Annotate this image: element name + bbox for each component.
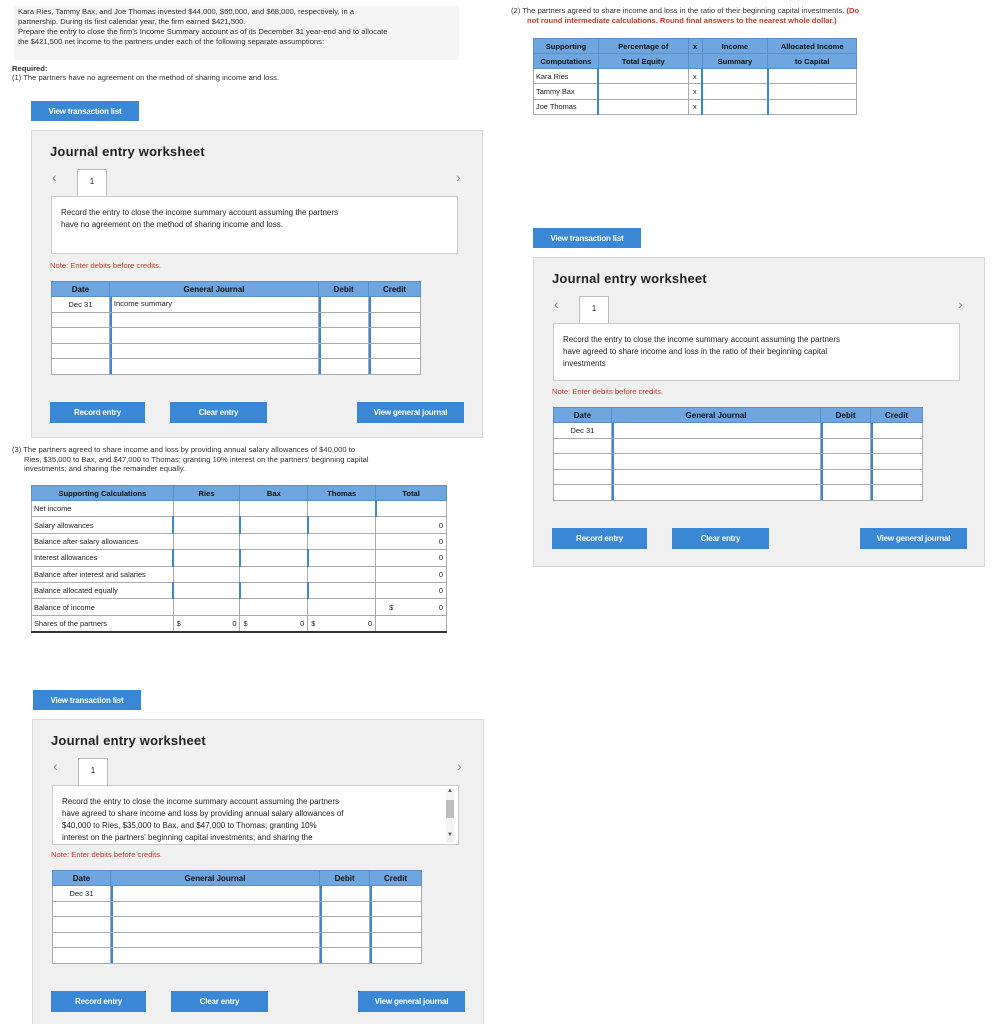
ries-share: $ 0: [173, 615, 240, 631]
credit-input[interactable]: [369, 312, 421, 328]
bax-header: Bax: [240, 486, 308, 501]
ries-interest-input[interactable]: [173, 550, 240, 566]
credit-input[interactable]: [370, 948, 422, 964]
credit-input[interactable]: [871, 485, 923, 501]
x-header: x: [688, 39, 702, 54]
allocated-income-input[interactable]: [768, 69, 857, 84]
account-input[interactable]: [110, 948, 319, 964]
clear-entry-button[interactable]: Clear entry: [171, 991, 268, 1012]
credit-header: Credit: [369, 282, 421, 297]
debit-input[interactable]: [320, 901, 370, 917]
req3-line: Ries, $35,000 to Bax, and $47,000 to Thomas; granting 10% interest on the partners' beginning capital: [24, 454, 369, 464]
thomas-header: Thomas: [308, 486, 376, 501]
multiply-sign: x: [688, 84, 702, 99]
row-label: Balance after interest and salaries: [32, 566, 174, 582]
account-input[interactable]: [109, 312, 318, 328]
credit-input[interactable]: [871, 469, 923, 485]
page-tab-1[interactable]: 1: [77, 169, 107, 197]
credit-input[interactable]: [370, 901, 422, 917]
percentage-input[interactable]: [598, 69, 688, 84]
debit-input[interactable]: [821, 438, 871, 454]
worksheet-title: Journal entry worksheet: [51, 733, 206, 748]
allocated-header: Allocated Income: [768, 39, 857, 54]
scroll-down-icon[interactable]: ▼: [447, 832, 453, 838]
allocated-income-input[interactable]: [768, 84, 857, 99]
date-cell: [52, 359, 110, 375]
supporting-header-2: Computations: [534, 54, 599, 69]
problem-statement: [14, 6, 459, 60]
page-tab-1[interactable]: 1: [579, 296, 609, 324]
instruction-line: Record the entry to close the income summary account assuming the partners: [62, 797, 340, 806]
credit-input[interactable]: [370, 886, 422, 902]
debit-input[interactable]: [320, 886, 370, 902]
credit-input[interactable]: [369, 359, 421, 375]
prev-arrow-icon[interactable]: ‹: [554, 296, 559, 312]
note-text: Note: Enter debits before credits.: [51, 850, 163, 859]
bax-allocated-input[interactable]: [240, 582, 308, 598]
credit-input[interactable]: [871, 438, 923, 454]
thomas-salary-input[interactable]: [308, 517, 376, 533]
table-row: [32, 599, 447, 615]
table-row: [534, 99, 857, 114]
table-row: [53, 917, 422, 933]
view-general-journal-button[interactable]: View general journal: [358, 991, 465, 1012]
requirement-3: [12, 445, 452, 474]
allocation-table: [533, 38, 857, 115]
row-label: Interest allowances: [32, 550, 174, 566]
debit-input[interactable]: [319, 328, 369, 344]
table-row: [32, 501, 447, 517]
instruction-box: [51, 196, 458, 254]
account-value[interactable]: Income summary: [110, 297, 318, 312]
view-transaction-list-button[interactable]: View transaction list: [533, 228, 641, 248]
supporting-header: Supporting: [534, 39, 599, 54]
instruction-line: have no agreement on the method of sharing income and loss.: [61, 220, 283, 229]
journal-header: General Journal: [110, 871, 319, 886]
journal-table: [553, 407, 923, 501]
debit-header: Debit: [320, 871, 370, 886]
instruction-line: Record the entry to close the income summary account assuming the partners: [563, 335, 841, 344]
instruction-line: have agreed to share income and loss by providing annual salary allowances of: [62, 809, 344, 818]
instruction-line: investments: [563, 359, 606, 368]
req3-line: investments; and sharing the remainder equally.: [24, 464, 186, 474]
date-cell: [554, 454, 612, 470]
table-row: [53, 886, 422, 902]
row-label: Balance of income: [32, 599, 174, 615]
credit-input[interactable]: [369, 328, 421, 344]
date-cell: [52, 312, 110, 328]
table-row: [32, 533, 447, 549]
page-tab-1[interactable]: 1: [78, 758, 108, 786]
supporting-calculations-table: [31, 485, 447, 633]
view-general-journal-button[interactable]: View general journal: [860, 528, 967, 549]
income-header-2: Summary: [702, 54, 768, 69]
date-cell: [53, 901, 111, 917]
instruction-line: Record the entry to close the income summary account assuming the partners: [61, 208, 339, 217]
table-row: [32, 615, 447, 631]
date-cell: Dec 31: [554, 423, 612, 439]
supporting-header: Supporting Calculations: [32, 486, 174, 501]
thomas-share: $ 0: [308, 615, 376, 631]
account-input[interactable]: [611, 438, 820, 454]
account-input[interactable]: [109, 328, 318, 344]
debit-input[interactable]: [821, 485, 871, 501]
view-transaction-list-button[interactable]: View transaction list: [33, 690, 141, 710]
required-label: Required:: [12, 64, 48, 73]
date-cell: Dec 31: [52, 297, 110, 313]
row-label: Net income: [32, 501, 174, 517]
clear-entry-button[interactable]: Clear entry: [170, 402, 267, 423]
ries-salary-input[interactable]: [173, 517, 240, 533]
account-input[interactable]: [110, 901, 319, 917]
debit-input[interactable]: [821, 423, 871, 439]
table-row: [32, 517, 447, 533]
table-row: [554, 485, 923, 501]
ries-header: Ries: [173, 486, 240, 501]
partner-name: Tammy Bax: [534, 84, 599, 99]
credit-input[interactable]: [871, 423, 923, 439]
table-row: [32, 566, 447, 582]
worksheet-title: Journal entry worksheet: [552, 271, 707, 286]
req2-line: (2) The partners agreed to share income and loss in the ratio of their beginning capital investments.: [511, 6, 845, 15]
date-cell: [53, 932, 111, 948]
table-row: [554, 423, 923, 439]
thomas-interest-input[interactable]: [308, 550, 376, 566]
view-transaction-list-button[interactable]: View transaction list: [31, 101, 139, 121]
date-header: Date: [53, 871, 111, 886]
ries-allocated-input[interactable]: [173, 582, 240, 598]
table-row: [534, 69, 857, 84]
row-label: Balance allocated equally: [32, 582, 174, 598]
date-cell: Dec 31: [53, 886, 111, 902]
next-arrow-icon[interactable]: ›: [456, 169, 461, 185]
total-header: Total: [376, 486, 447, 501]
partner-name: Kara Ries: [534, 69, 599, 84]
debit-header: Debit: [319, 282, 369, 297]
table-row: [52, 328, 421, 344]
instruction-line: have agreed to share income and loss in the ratio of their beginning capital: [563, 347, 828, 356]
record-entry-button[interactable]: Record entry: [50, 402, 145, 423]
percentage-input[interactable]: [598, 84, 688, 99]
allocated-income-input[interactable]: [768, 99, 857, 114]
balance-total: $ 0: [376, 599, 447, 615]
clear-entry-button[interactable]: Clear entry: [672, 528, 769, 549]
percentage-header: Percentage of: [598, 39, 688, 54]
note-text: Note: Enter debits before credits.: [50, 261, 162, 270]
problem-line: Kara Ries, Tammy Bax, and Joe Thomas invested $44,000, $60,000, and $68,000, respectively, in a: [18, 7, 355, 16]
bax-interest-input[interactable]: [240, 550, 308, 566]
date-cell: [53, 917, 111, 933]
credit-header: Credit: [370, 871, 422, 886]
debit-header: Debit: [821, 408, 871, 423]
requirement-1: (1) The partners have no agreement on the method of sharing income and loss.: [12, 73, 280, 82]
row-label: Salary allowances: [32, 517, 174, 533]
journal-table: [51, 281, 421, 375]
debit-input[interactable]: [320, 917, 370, 933]
note-text: Note: Enter debits before credits.: [552, 387, 664, 396]
partner-name: Joe Thomas: [534, 99, 599, 114]
credit-input[interactable]: [369, 343, 421, 359]
credit-input[interactable]: [871, 454, 923, 470]
credit-input[interactable]: [370, 932, 422, 948]
scroll-up-icon[interactable]: ▲: [447, 788, 453, 794]
account-input[interactable]: [110, 886, 319, 902]
net-income-total-input[interactable]: [376, 501, 447, 517]
account-input[interactable]: [611, 423, 820, 439]
journal-table: [52, 870, 422, 964]
total-value: 0: [376, 582, 447, 598]
date-cell: [52, 343, 110, 359]
percentage-header-2: Total Equity: [598, 54, 688, 69]
table-row: [32, 582, 447, 598]
debit-input[interactable]: [319, 343, 369, 359]
thomas-allocated-input[interactable]: [308, 582, 376, 598]
total-value: 0: [376, 533, 447, 549]
account-input[interactable]: [611, 485, 820, 501]
total-value: 0: [376, 517, 447, 533]
journal-header: General Journal: [109, 282, 318, 297]
table-row: [52, 297, 421, 313]
requirement-2: [511, 6, 981, 25]
table-row: [554, 454, 923, 470]
debit-input[interactable]: [821, 469, 871, 485]
table-row: [53, 948, 422, 964]
worksheet-title: Journal entry worksheet: [50, 144, 205, 159]
credit-input[interactable]: [369, 297, 421, 313]
table-row: [554, 438, 923, 454]
problem-line: Prepare the entry to close the firm's Income Summary account as of its December 31 year-end and to allocate: [18, 27, 388, 36]
account-input[interactable]: [110, 917, 319, 933]
instruction-box: [553, 323, 960, 381]
credit-input[interactable]: [370, 917, 422, 933]
account-input[interactable]: [611, 469, 820, 485]
income-summary-input[interactable]: [702, 69, 768, 84]
prev-arrow-icon[interactable]: ‹: [52, 169, 57, 185]
instruction-scrollbar[interactable]: [446, 788, 454, 843]
prev-arrow-icon[interactable]: ‹: [53, 758, 58, 774]
date-cell: [554, 438, 612, 454]
instruction-line: interest on the partners' beginning capital investments; and sharing the: [62, 833, 313, 842]
row-label: Balance after salary allowances: [32, 533, 174, 549]
next-arrow-icon[interactable]: ›: [958, 296, 963, 312]
account-input[interactable]: [109, 343, 318, 359]
income-header: Income: [702, 39, 768, 54]
debit-input[interactable]: [821, 454, 871, 470]
percentage-input[interactable]: [598, 99, 688, 114]
total-value: 0: [376, 550, 447, 566]
table-row: [534, 84, 857, 99]
debit-input[interactable]: [319, 312, 369, 328]
debit-input[interactable]: [319, 359, 369, 375]
total-value: 0: [376, 566, 447, 582]
record-entry-button[interactable]: Record entry: [552, 528, 647, 549]
problem-line: partnership. During its first calendar year, the firm earned $421,500.: [18, 17, 246, 26]
date-cell: [554, 485, 612, 501]
account-input[interactable]: [611, 454, 820, 470]
account-input[interactable]: [109, 297, 318, 313]
journal-entry-worksheet-1: [31, 130, 483, 438]
date-header: Date: [52, 282, 110, 297]
journal-entry-worksheet-3: [32, 719, 484, 1024]
allocated-header-2: to Capital: [768, 54, 857, 69]
bax-salary-input[interactable]: [240, 517, 308, 533]
date-header: Date: [554, 408, 612, 423]
table-row: [53, 901, 422, 917]
row-label: Shares of the partners: [32, 615, 174, 631]
req2-red-note: (Do: [846, 6, 860, 15]
account-input[interactable]: [109, 359, 318, 375]
debit-input[interactable]: [320, 948, 370, 964]
date-cell: [554, 469, 612, 485]
account-input[interactable]: [110, 932, 319, 948]
record-entry-button[interactable]: Record entry: [51, 991, 146, 1012]
income-summary-input[interactable]: [702, 99, 768, 114]
journal-header: General Journal: [611, 408, 820, 423]
multiply-sign: x: [688, 99, 702, 114]
income-summary-input[interactable]: [702, 84, 768, 99]
debit-input[interactable]: [320, 932, 370, 948]
date-cell: [52, 328, 110, 344]
table-row: [554, 469, 923, 485]
next-arrow-icon[interactable]: ›: [457, 758, 462, 774]
journal-entry-worksheet-2: [533, 257, 985, 567]
table-row: [32, 550, 447, 566]
credit-header: Credit: [871, 408, 923, 423]
table-row: [52, 343, 421, 359]
problem-line: the $421,500 net income to the partners under each of the following separate assumptions:: [18, 37, 325, 46]
view-general-journal-button[interactable]: View general journal: [357, 402, 464, 423]
date-cell: [53, 948, 111, 964]
req2-red-note: not round intermediate calculations. Round final answers to the nearest whole dollar.): [527, 15, 837, 25]
scroll-thumb[interactable]: [446, 800, 454, 818]
multiply-sign: x: [688, 69, 702, 84]
bax-share: $ 0: [240, 615, 308, 631]
table-row: [52, 359, 421, 375]
instruction-line: $40,000 to Ries, $35,000 to Bax, and $47,000 to Thomas; granting 10%: [62, 821, 317, 830]
table-row: [53, 932, 422, 948]
debit-input[interactable]: [319, 297, 369, 313]
instruction-box: [52, 785, 459, 845]
req3-line: (3) The partners agreed to share income and loss by providing annual salary allowances of $40,000 to: [12, 445, 356, 454]
table-row: [52, 312, 421, 328]
